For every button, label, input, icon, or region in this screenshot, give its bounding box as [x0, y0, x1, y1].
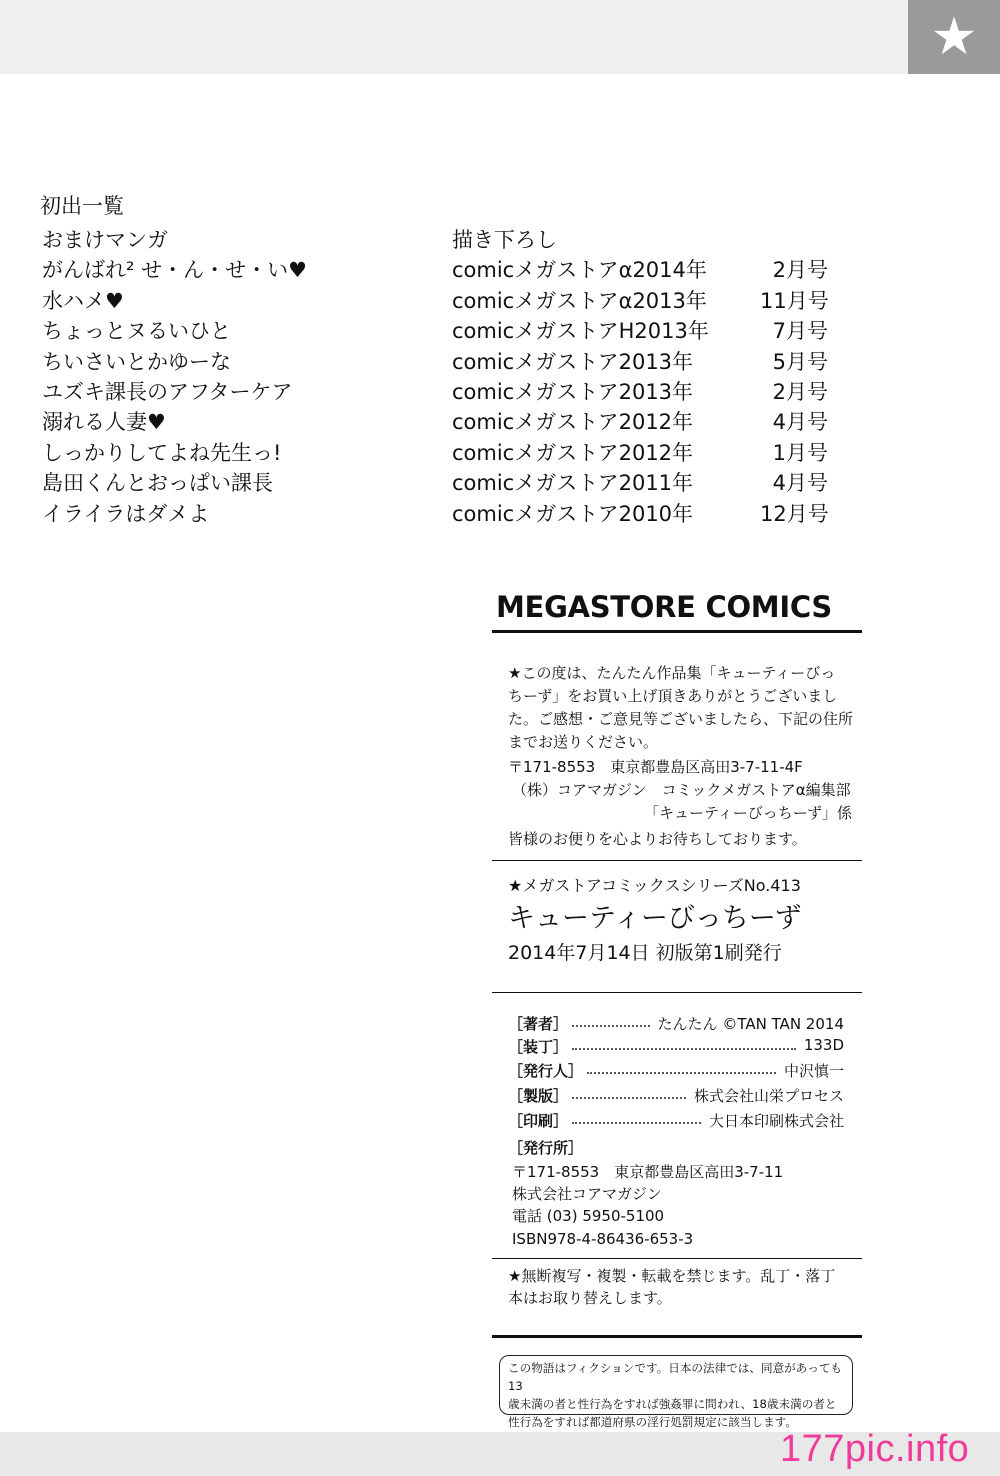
- magazine-name: comicメガストア2012年: [452, 410, 694, 435]
- publisher-name: 株式会社コアマガジン: [512, 1185, 662, 1203]
- publisher-phone: 電話 (03) 5950-5100: [512, 1207, 665, 1225]
- leader-dots: [572, 1097, 686, 1099]
- issue-number: 1月号: [772, 440, 828, 465]
- book-title: キューティーびっちーず: [508, 903, 802, 934]
- work-title: 水ハメ♥: [42, 288, 124, 313]
- fiction-notice-line: 歳未満の者と性行為をすれば強姦罪に問われ、18歳未満の者と: [508, 1397, 837, 1411]
- fiction-notice-line: 性行為をすれば都道府県の淫行処罰規定に該当します。: [508, 1415, 797, 1429]
- magazine-name: comicメガストア2013年: [452, 380, 694, 404]
- rule-divider: [492, 630, 862, 633]
- star-icon: ★: [930, 7, 978, 67]
- issue-number: 7月号: [772, 319, 828, 344]
- contents-row: [0, 437, 1000, 467]
- magazine-name: comicメガストア2012年: [452, 440, 694, 465]
- publisher-address: 〒171-8553 東京都豊島区高田3-7-11: [512, 1163, 784, 1181]
- thanks-line: までお送りください。: [508, 733, 659, 751]
- thanks-line: ちーず」をお買い上げ頂きありがとうございまし: [508, 687, 838, 705]
- work-title: イライラはダメよ: [42, 501, 210, 526]
- credit-label: ［印刷］: [508, 1112, 569, 1130]
- contents-row: [0, 467, 1000, 497]
- thanks-line: た。ご感想・ご意見等ございましたら、下記の住所: [508, 710, 854, 728]
- credit-label: ［装丁］: [508, 1038, 569, 1056]
- top-gray-band: [0, 0, 908, 74]
- isbn: ISBN978-4-86436-653-3: [512, 1230, 694, 1248]
- address-line: （株）コアマガジン コミックメガストアα編集部: [512, 781, 851, 799]
- contents-row: [0, 498, 1000, 528]
- copyright-notice: 本はお取り替えします。: [508, 1289, 672, 1307]
- publisher-label: ［発行所］: [508, 1139, 584, 1157]
- address-line: 〒171-8553 東京都豊島区高田3-7-11-4F: [508, 758, 803, 776]
- issue-number: 4月号: [772, 471, 828, 496]
- work-title: ちょっとヌるいひと: [42, 319, 231, 344]
- rule-divider: [492, 992, 862, 993]
- work-title: ちいさいとかゆーな: [42, 349, 231, 374]
- contents-row: [0, 224, 1000, 254]
- contents-row: [0, 376, 1000, 406]
- magazine-name: comicメガストア2011年: [452, 471, 694, 496]
- contents-row: [0, 346, 1000, 376]
- thanks-line: ★この度は、たんたん作品集「キューティーびっ: [508, 664, 836, 682]
- address-line: 「キューティーびっちーず」係: [644, 804, 853, 822]
- fiction-notice-box: [499, 1355, 853, 1429]
- leader-dots: [572, 1025, 650, 1027]
- magazine-name: 描き下ろし: [452, 228, 557, 252]
- leader-dots: [587, 1072, 776, 1074]
- work-title: おまけマンガ: [42, 228, 168, 252]
- publication-date: 2014年7月14日 初版第1刷発行: [508, 942, 782, 964]
- credit-value: 133D: [803, 1036, 844, 1054]
- credit-row: [508, 1060, 844, 1082]
- copyright-notice: ★無断複写・複製・転載を禁じます。乱丁・落丁: [508, 1267, 836, 1285]
- rule-divider: [492, 1258, 862, 1259]
- contents-row: [0, 254, 1000, 284]
- magazine-name: comicメガストア2013年: [452, 349, 694, 374]
- credit-value: たんたん ©TAN TAN 2014: [657, 1015, 844, 1033]
- issue-number: 2月号: [772, 258, 828, 283]
- magazine-name: comicメガストアH2013年: [452, 319, 709, 344]
- issue-number: 11月号: [760, 288, 829, 313]
- credit-row: [508, 1036, 844, 1058]
- work-title: がんばれ² せ・ん・せ・い♥: [42, 258, 307, 283]
- leader-dots: [572, 1048, 796, 1050]
- brand-logo: MEGASTORE COMICS: [496, 590, 832, 624]
- magazine-name: comicメガストア2010年: [452, 501, 694, 526]
- rule-divider: [492, 860, 862, 861]
- magazine-name: comicメガストアα2013年: [452, 288, 707, 313]
- credit-label: ［著者］: [508, 1015, 569, 1033]
- credit-value: 株式会社山栄プロセス: [693, 1087, 844, 1105]
- contents-row: [0, 315, 1000, 345]
- star-tab: [908, 0, 1000, 74]
- rule-divider: [492, 1335, 862, 1338]
- contents-row: [0, 406, 1000, 436]
- issue-number: 2月号: [772, 380, 828, 404]
- credit-label: ［発行人］: [508, 1062, 584, 1080]
- magazine-name: comicメガストアα2014年: [452, 258, 707, 283]
- watermark: 177pic.info: [780, 1428, 970, 1470]
- issue-number: 5月号: [772, 349, 828, 374]
- credit-value: 中沢慎一: [783, 1062, 844, 1080]
- closing-line: 皆様のお便りを心よりお待ちしております。: [508, 830, 807, 848]
- contents-heading: 初出一覧: [40, 194, 124, 218]
- work-title: ユズキ課長のアフターケア: [42, 380, 293, 404]
- issue-number: 4月号: [772, 410, 828, 435]
- work-title: 島田くんとおっぱい課長: [42, 471, 273, 496]
- series-number: ★メガストアコミックスシリーズNo.413: [508, 876, 801, 895]
- issue-number: 12月号: [760, 501, 829, 526]
- contents-row: [0, 285, 1000, 315]
- credit-row: [508, 1110, 844, 1132]
- credit-value: 大日本印刷株式会社: [708, 1112, 844, 1130]
- work-title: しっかりしてよね先生っ!: [42, 440, 282, 465]
- fiction-notice-line: この物語はフィクションです。日本の法律では、同意があっても13: [508, 1361, 843, 1393]
- credit-label: ［製版］: [508, 1087, 569, 1105]
- leader-dots: [572, 1122, 701, 1124]
- credit-row: [508, 1013, 844, 1035]
- work-title: 溺れる人妻♥: [42, 410, 166, 435]
- credit-row: [508, 1085, 844, 1107]
